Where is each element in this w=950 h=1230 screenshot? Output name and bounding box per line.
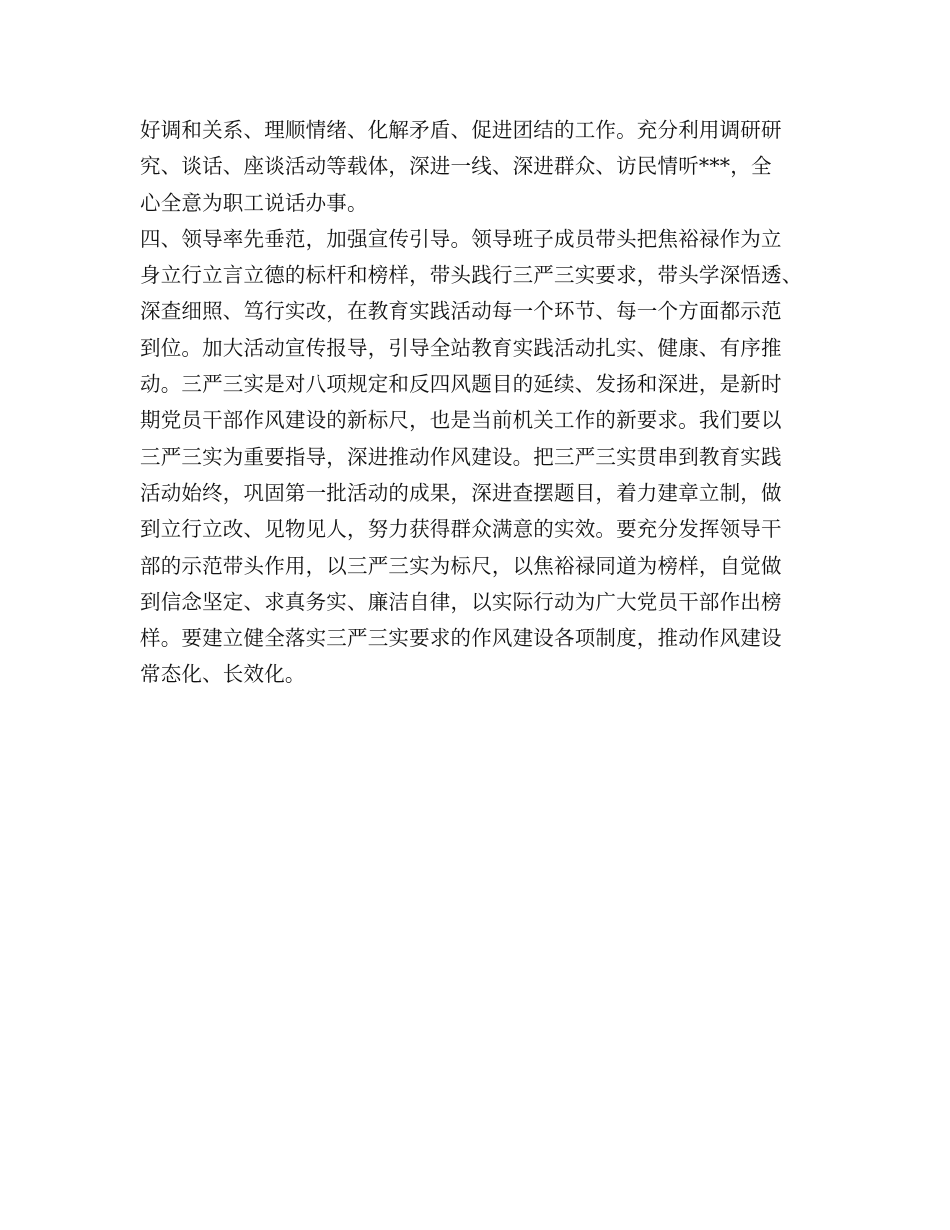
text-line: 动。三严三实是对八项规定和反四风题目的延续、发扬和深进，是新时 [140,372,782,397]
text-line: 心全意为职工说话办事。 [140,190,368,215]
text-line: 期党员干部作风建设的新标尺，也是当前机关工作的新要求。我们要以 [140,408,782,433]
text-line: 到位。加大活动宣传报导，引导全站教育实践活动扎实、健康、有序推 [140,335,782,360]
text-line: 部的示范带头作用，以三严三实为标尺，以焦裕禄同道为榜样，自觉做 [140,553,782,578]
text-line: 常态化、长效化。 [140,662,306,687]
text-line: 三严三实为重要指导，深进推动作风建设。把三严三实贯串到教育实践 [140,444,782,469]
text-line: 究、谈话、座谈活动等载体，深进一线、深进群众、访民情听***，全 [140,154,772,179]
document-body-text [140,112,830,693]
section-heading-line: 四、领导率先垂范，加强宣传引导。领导班子成员带头把焦裕禄作为立 [140,226,782,251]
text-line: 活动始终，巩固第一批活动的成果，深进查摆题目，着力建章立制，做 [140,480,782,505]
text-line: 到立行立改、见物见人，努力获得群众满意的实效。要充分发挥领导干 [140,517,782,542]
text-line: 好调和关系、理顺情绪、化解矛盾、促进团结的工作。充分利用调研研 [140,118,782,142]
text-line: 样。要建立健全落实三严三实要求的作风建设各项制度，推动作风建设 [140,626,782,651]
text-line: 深查细照、笃行实改，在教育实践活动每一个环节、每一个方面都示范 [140,299,782,324]
text-line: 到信念坚定、求真务实、廉洁自律，以实际行动为广大党员干部作出榜 [140,589,782,614]
text-line: 身立行立言立德的标杆和榜样，带头践行三严三实要求，带头学深悟透、 [140,263,803,288]
